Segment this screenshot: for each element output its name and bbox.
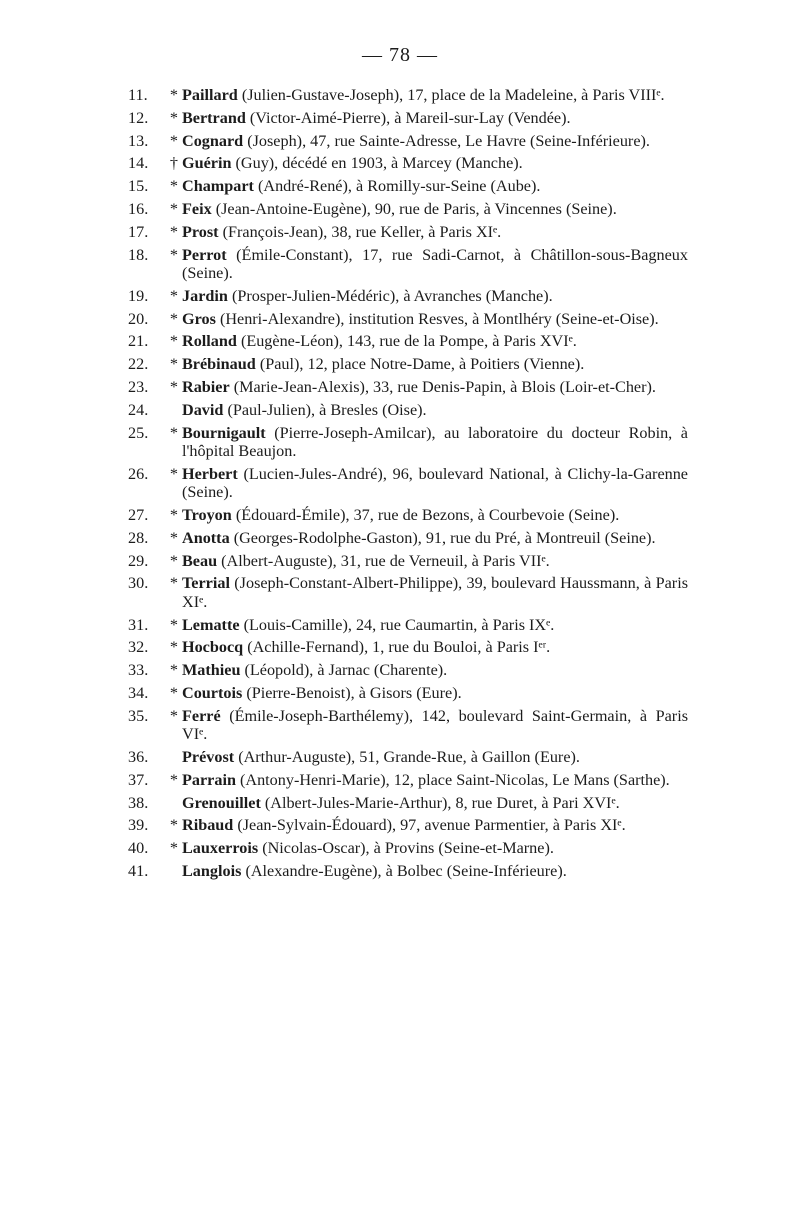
entry-detail: (Paul-Julien), à Bresles (Oise). [223,400,427,419]
entry-mark: * [169,108,178,127]
entry-detail: (Jean-Sylvain-Édouard), 97, avenue Parmentier, à Paris XIᵉ. [233,816,626,835]
entry-mark: * [169,551,178,570]
entry-mark: * [169,332,178,351]
entry-mark: * [169,816,178,835]
entry-number: 39. [128,816,149,835]
entry-number: 24. [128,400,149,419]
entry-mark: * [169,706,178,725]
entry-mark: * [169,423,178,442]
entry-detail: (Lucien-Jules-André), 96, boulevard National, à Clichy-la-Garenne (Seine). [182,464,688,502]
entry-surname: Feix [182,199,212,218]
entry-detail: (Émile-Constant), 17, rue Sadi-Carnot, à Châtillon-sous-Bagneux (Seine). [182,245,688,282]
entry-mark: * [169,638,178,657]
entry-number: 36. [128,747,149,766]
entry-number: 29. [128,551,149,570]
entry-number: 12. [128,108,149,127]
entry-surname: Bournigault [182,423,266,442]
entry-surname: Mathieu [182,661,241,680]
entry-number: 27. [128,505,149,524]
entry-surname: Troyon [182,505,232,524]
entry-mark: * [169,661,178,680]
entry-detail: (Léopold), à Jarnac (Charente). [240,661,448,680]
entry-number: 28. [128,528,149,547]
entry-number: 20. [128,309,149,328]
list-item [128,816,688,834]
entry-number: 11. [128,86,148,104]
entry-mark: * [169,505,178,524]
entry-mark: * [169,574,178,593]
entry-detail: (Nicolas-Oscar), à Provins (Seine-et-Marne). [258,839,554,858]
entry-detail: (Henri-Alexandre), institution Resves, à Montlhéry (Seine-et-Oise). [215,309,659,328]
entry-detail: (Guy), décédé en 1903, à Marcey (Manche). [231,154,523,173]
entry-surname: Cognard [182,131,244,150]
entry-mark: * [169,528,178,547]
list-item [128,86,688,104]
entry-number: 33. [128,661,149,680]
entry-list [128,86,688,885]
entry-number: 41. [128,861,149,880]
entry-number: 34. [128,683,149,702]
entry-detail: (Marie-Jean-Alexis), 33, rue Denis-Papin, à Blois (Loir-et-Cher). [229,377,656,396]
entry-surname: Perrot [182,245,227,264]
entry-mark: * [169,377,178,396]
list-item [128,574,688,611]
entry-surname: Beau [182,551,218,570]
entry-surname: Grenouillet [182,793,261,812]
list-item [128,638,688,656]
entry-detail: (Arthur-Auguste), 51, Grande-Rue, à Gaillon (Eure). [234,747,580,766]
entry-number: 32. [128,638,149,657]
entry-detail: (Georges-Rodolphe-Gaston), 91, rue du Pré, à Montreuil (Seine). [229,528,656,547]
list-item [128,287,688,305]
entry-mark: * [169,286,178,305]
entry-mark: * [169,309,178,328]
entry-surname: Guérin [182,154,232,173]
entry-surname: Rolland [182,332,237,351]
list-item [128,177,688,195]
list-item [128,684,688,702]
list-item [128,401,688,419]
entry-number: 31. [128,615,149,634]
entry-detail: (Louis-Camille), 24, rue Caumartin, à Paris IXᵉ. [239,615,555,634]
entry-detail: (Alexandre-Eugène), à Bolbec (Seine-Inférieure). [241,861,567,880]
entry-number: 18. [128,245,149,264]
entry-surname: Lematte [182,615,240,634]
entry-surname: Jardin [182,286,228,305]
list-item [128,332,688,350]
entry-mark: † [169,154,178,173]
entry-surname: Gros [182,309,216,328]
list-item [128,552,688,570]
entry-detail: (Victor-Aimé-Pierre), à Mareil-sur-Lay (Vendée). [245,108,571,127]
entry-mark: * [169,770,178,789]
entry-detail: (Prosper-Julien-Médéric), à Avranches (Manche). [227,286,553,305]
entry-surname: Courtois [182,683,243,702]
entry-detail: (Julien-Gustave-Joseph), 17, place de la Madeleine, à Paris VIIIᵉ. [237,86,665,104]
entry-number: 22. [128,355,149,374]
list-item [128,310,688,328]
entry-mark: * [169,839,178,858]
entry-detail: (Joseph), 47, rue Sainte-Adresse, Le Havre (Seine-Inférieure). [243,131,650,150]
entry-mark: * [169,131,178,150]
entry-detail: (Antony-Henri-Marie), 12, place Saint-Nicolas, Le Mans (Sarthe). [235,770,670,789]
entry-number: 23. [128,377,149,396]
entry-detail: (Pierre-Benoist), à Gisors (Eure). [242,683,462,702]
entry-detail: (Édouard-Émile), 37, rue de Bezons, à Courbevoie (Seine). [231,505,620,524]
page-number: — 78 — [362,44,438,66]
list-item [128,661,688,679]
list-item [128,465,688,502]
entry-surname: Ferré [182,706,221,725]
entry-number: 35. [128,706,149,725]
entry-surname: Ribaud [182,816,234,835]
entry-surname: Hocbocq [182,638,244,657]
entry-surname: Parrain [182,770,236,789]
entry-surname: Prost [182,222,219,241]
list-item [128,707,688,744]
list-item [128,862,688,880]
entry-detail: (Achille-Fernand), 1, rue du Bouloi, à Paris Iᵉʳ. [243,638,551,657]
list-item [128,616,688,634]
entry-surname: Bertrand [182,108,246,127]
entry-number: 30. [128,574,149,593]
entry-detail: (Paul), 12, place Notre-Dame, à Poitiers (Vienne). [255,355,585,374]
list-item [128,748,688,766]
list-item [128,154,688,172]
list-item [128,109,688,127]
entry-number: 17. [128,222,149,241]
entry-mark: * [169,177,178,196]
list-item [128,839,688,857]
entry-detail: (Jean-Antoine-Eugène), 90, rue de Paris, à Vincennes (Seine). [211,199,617,218]
list-item [128,223,688,241]
list-item [128,529,688,547]
entry-surname: Prévost [182,747,235,766]
entry-number: 16. [128,199,149,218]
list-item [128,355,688,373]
entry-detail: (Albert-Jules-Marie-Arthur), 8, rue Duret, à Pari XVIᵉ. [260,793,620,812]
entry-detail: (Émile-Joseph-Barthélemy), 142, boulevard Saint-Germain, à Paris VIᵉ. [182,706,688,744]
entry-number: 14. [128,154,149,173]
entry-mark: * [169,222,178,241]
entry-number: 15. [128,177,149,196]
entry-detail: (Albert-Auguste), 31, rue de Verneuil, à Paris VIIᵉ. [217,551,550,570]
entry-number: 25. [128,423,149,442]
entry-mark: * [169,355,178,374]
list-item [128,506,688,524]
entry-surname: Herbert [182,464,238,483]
list-item [128,200,688,218]
entry-detail: (André-René), à Romilly-sur-Seine (Aube). [253,177,541,196]
entry-mark: * [169,199,178,218]
entry-surname: David [182,400,224,419]
entry-mark: * [169,683,178,702]
entry-surname: Brébinaud [182,355,256,374]
entry-surname: Langlois [182,861,242,880]
entry-surname: Lauxerrois [182,839,259,858]
entry-surname: Champart [182,177,254,196]
entry-mark: * [169,615,178,634]
list-item [128,378,688,396]
entry-detail: (Eugène-Léon), 143, rue de la Pompe, à Paris XVIᵉ. [236,332,577,351]
entry-detail: (Pierre-Joseph-Amilcar), au laboratoire du docteur Robin, à l'hôpital Beaujon. [182,423,688,460]
entry-mark: * [169,464,178,483]
entry-surname: Anotta [182,528,230,547]
entry-number: 37. [128,770,149,789]
entry-mark: * [169,245,178,264]
entry-detail: (Joseph-Constant-Albert-Philippe), 39, boulevard Haussmann, à Paris XIᵉ. [182,574,688,611]
entry-number: 26. [128,464,149,483]
entry-number: 38. [128,793,149,812]
entry-surname: Paillard [182,86,238,104]
entry-number: 19. [128,286,149,305]
entry-number: 13. [128,131,149,150]
list-item [128,424,688,461]
entry-surname: Rabier [182,377,230,396]
list-item [128,132,688,150]
list-item [128,246,688,283]
entry-number: 21. [128,332,149,351]
entry-surname: Terrial [182,574,230,593]
entry-mark: * [169,86,178,104]
list-item [128,771,688,789]
list-item [128,794,688,812]
entry-number: 40. [128,839,149,858]
entry-detail: (François-Jean), 38, rue Keller, à Paris XIᵉ. [218,222,502,241]
